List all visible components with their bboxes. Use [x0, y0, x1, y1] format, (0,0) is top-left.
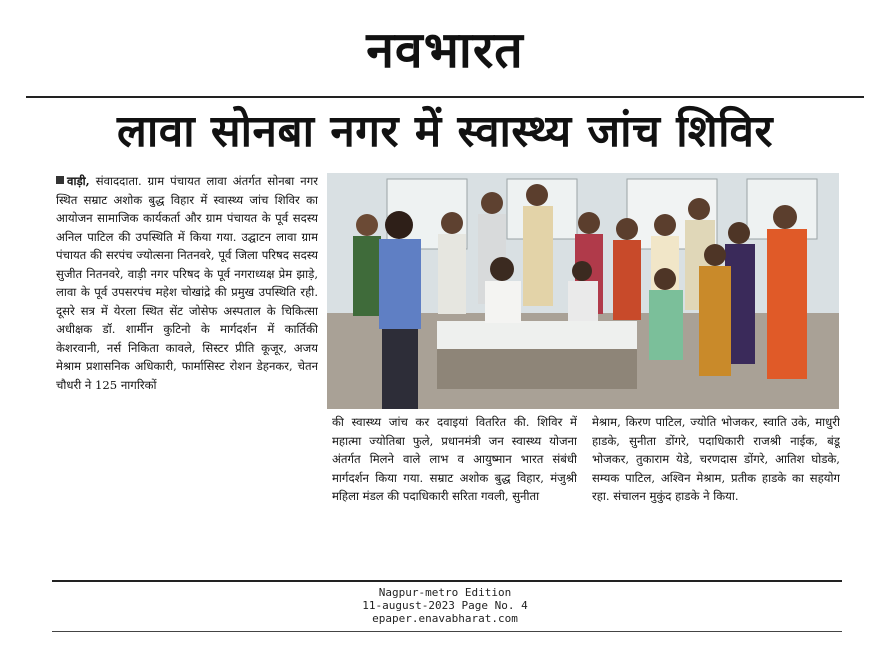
footer-divider	[52, 631, 842, 632]
article-column-3: मेश्राम, किरण पाटिल, ज्योति भोजकर, स्वाति उके, माधुरी हाडके, सुनीता डोंगरे, पदाधिकारी राजश्री नाईक, बंडू भोजकर, तुकाराम येडे, चरणदास डोंगरे, आतिश घोडके, सम्यक पाटिल, अश्विन मेश्राम, प्रतीक हाडके का सहयोग रहा. संचालन मुकुंद हाडके ने किया.	[592, 415, 840, 503]
article-column-2: की स्वास्थ्य जांच कर दवाइयां वितरित की. शिविर में महात्मा ज्योतिबा फुले, प्रधानमंत्री जन स्वास्थ्य योजना अंतर्गत मिलने वाले लाभ व आयुष्मान भारत संबंधी मार्गदर्शन किया गया. सम्राट अशोक बुद्ध विहार, मंजुश्री महिला मंडल की पदाधिकारी सरिता गवली, सुनीता	[332, 415, 577, 503]
masthead: नवभारत	[366, 21, 524, 79]
health-camp-photo	[327, 173, 839, 409]
top-divider	[26, 96, 864, 98]
article-headline: लावा सोनबा नगर में स्वास्थ्य जांच शिविर	[117, 106, 773, 157]
bottom-divider	[52, 580, 842, 582]
epaper-site[interactable]: epaper.enavabharat.com	[372, 612, 518, 625]
edition-date-page: 11-august-2023 Page No. 4	[362, 599, 528, 612]
edition-footer	[0, 586, 890, 625]
bullet-square-icon	[56, 176, 64, 184]
article-text-1: संवाददाता. ग्राम पंचायत लावा अंतर्गत सोनबा नगर स्थित सम्राट अशोक बुद्ध विहार में स्वास्थ्य जांच शिविर का आयोजन सामाजिक कार्यकर्ता और ग्राम पंचायत के पूर्व सदस्य अनिल पाटिल की उपस्थिति में किया गया. उद्घाटन लावा ग्राम पंचायत की सरपंच ज्योत्सना नितनवरे, पूर्व जिला परिषद सदस्य सुजीत नितनवरे, वाड़ी नगर परिषद के पूर्व नगराध्यक्ष प्रेम झाड़े, लावा के पूर्व उपसरपंच महेश चोखांद्रे की प्रमुख उपस्थिति रही. दूसरे सत्र में येरला स्थित सेंट जोसेफ अस्पताल के चिकित्सा अधीक्षक डॉ. शार्मीन कुटिनो के मार्गदर्शन में कार्तिकी केशरवानी, नर्स निकिता कावले, सिस्टर प्रीति कूजूर, अजय मेश्राम प्रशासनिक अधिकारी, फार्मासिस्ट रोशन डेहनकर, चेतन चौधरी ने 125 नागरिकों	[56, 174, 318, 392]
photo-illustration	[327, 173, 839, 409]
dateline: वाड़ी,	[67, 174, 90, 188]
edition-name: Nagpur-metro Edition	[378, 586, 512, 599]
article-column-1	[56, 172, 318, 580]
